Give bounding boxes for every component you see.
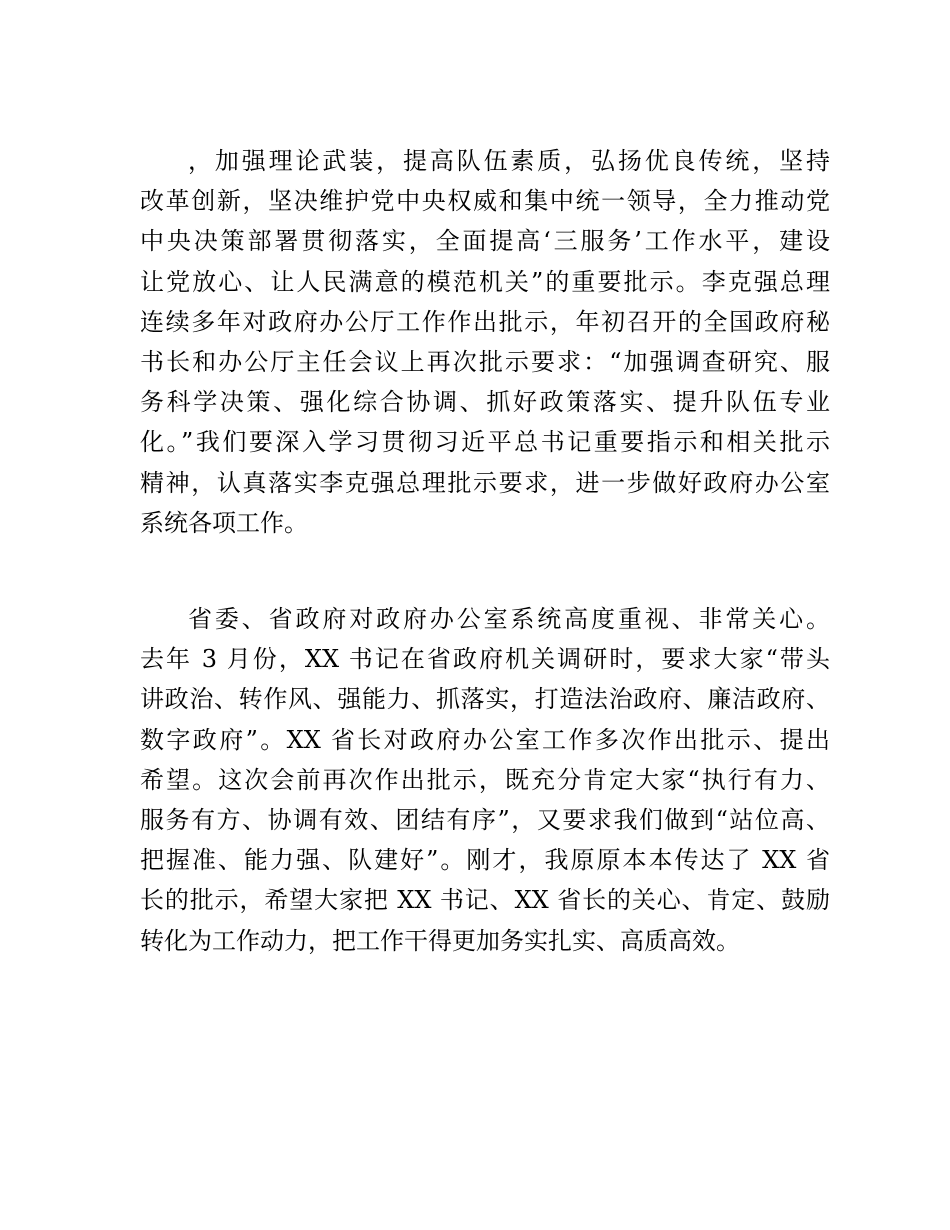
text-line: 把握准、能力强、队建好”。刚才，我原原本本传达了 XX 省: [140, 846, 830, 875]
paragraph-2: [140, 599, 830, 961]
paragraph-1: [140, 141, 830, 543]
text-line: 希望。这次会前再次作出批示，既充分肯定大家“执行有力、: [140, 765, 830, 794]
text-line: 转化为工作动力，把工作干得更加务实扎实、高质高效。: [140, 926, 740, 955]
text-line: 让党放心、让人民满意的模范机关”的重要批示。李克强总理: [140, 267, 830, 296]
text-line: 服务有方、协调有效、团结有序”，又要求我们做到“站位高、: [140, 805, 830, 834]
text-line: 数字政府”。XX 省长对政府办公室工作多次作出批示、提出: [140, 725, 830, 754]
text-line: 书长和办公厅主任会议上再次批示要求：“加强调查研究、服: [140, 347, 830, 376]
text-line: 中央决策部署贯彻落实，全面提高‘三服务’工作水平，建设: [140, 227, 830, 256]
text-line: 讲政治、转作风、强能力、抓落实，打造法治政府、廉洁政府、: [140, 685, 830, 714]
text-line: ，加强理论武装，提高队伍素质，弘扬优良传统，坚持: [188, 147, 830, 175]
text-line: 长的批示，希望大家把 XX 书记、XX 省长的关心、肯定、鼓励: [140, 886, 830, 915]
text-line: 务科学决策、强化综合协调、抓好政策落实、提升队伍专业: [140, 388, 830, 417]
text-line: 化。”我们要深入学习贯彻习近平总书记重要指示和相关批示: [140, 428, 830, 457]
text-line: 系统各项工作。: [140, 508, 308, 537]
text-line: 精神，认真落实李克强总理批示要求，进一步做好政府办公室: [140, 468, 830, 497]
text-line: 去年 3 月份，XX 书记在省政府机关调研时，要求大家“带头: [140, 645, 830, 674]
text-line: 改革创新，坚决维护党中央权威和集中统一领导，全力推动党: [140, 187, 830, 216]
text-line: 省委、省政府对政府办公室系统高度重视、非常关心。: [188, 605, 830, 633]
text-line: 连续多年对政府办公厅工作作出批示，年初召开的全国政府秘: [140, 307, 830, 336]
